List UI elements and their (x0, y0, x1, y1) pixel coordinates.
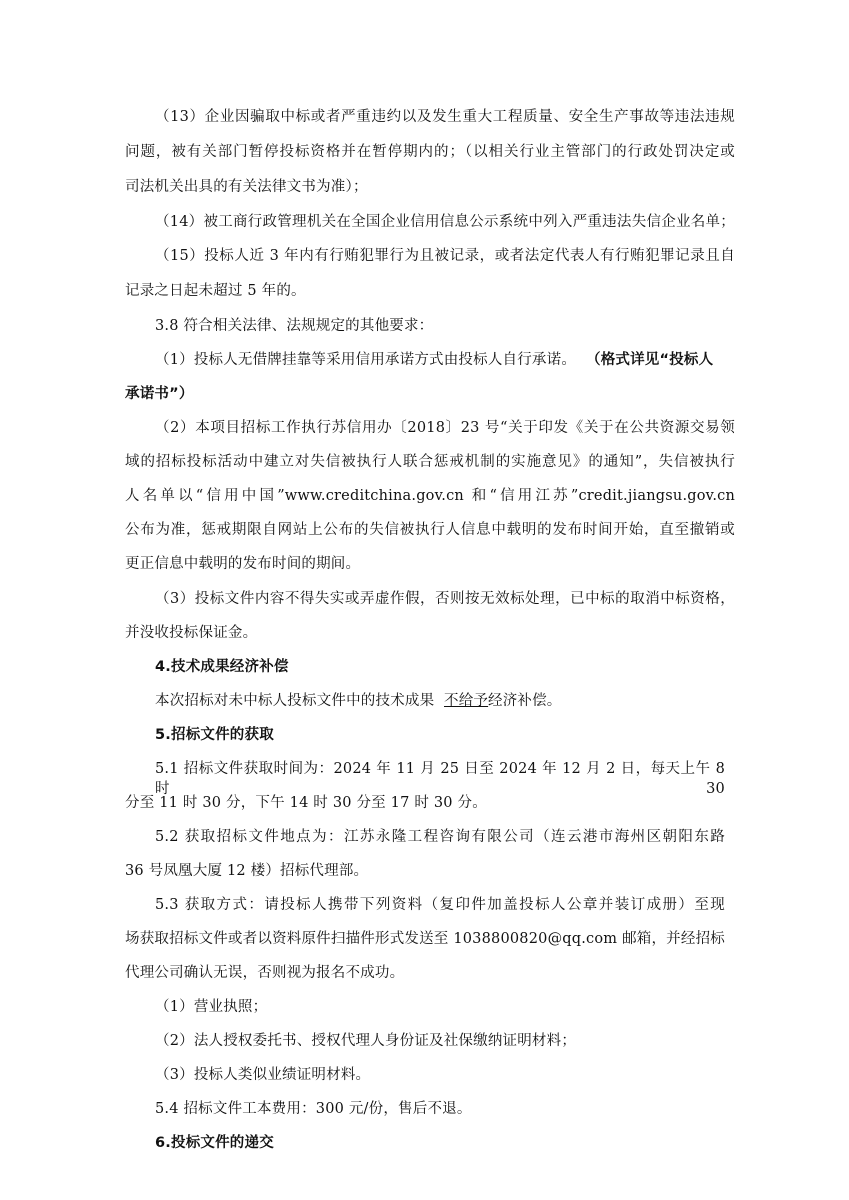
paragraph-line: 代理公司确认无误，否则视为报名不成功。 (125, 965, 405, 981)
section-heading: 6.投标文件的递交 (155, 1135, 274, 1151)
paragraph-line: 分至 11 时 30 分，下午 14 时 30 分至 17 时 30 分。 (125, 795, 487, 811)
paragraph-line: 更正信息中载明的发布时间的期间。 (125, 556, 361, 572)
bold-note: 承诺书”） (125, 386, 194, 402)
list-item: （3）投标人类似业绩证明材料。 (155, 1067, 371, 1083)
paragraph-line: 5.4 招标文件工本费用：300 元/份，售后不退。 (155, 1101, 472, 1117)
paragraph-line: （1）投标人无借牌挂靠等采用信用承诺方式由投标人自行承诺。 (155, 352, 577, 368)
paragraph-line: 经济补偿。 (488, 693, 562, 709)
paragraph-line: 36 号凤凰大厦 12 楼）招标代理部。 (125, 863, 369, 879)
list-item: （1）营业执照； (155, 999, 268, 1015)
paragraph-line: 5.2 获取招标文件地点为：江苏永隆工程咨询有限公司（连云港市海州区朝阳东路 (155, 829, 725, 845)
paragraph-line: 记录之日起未超过 5 年的。 (125, 283, 306, 299)
paragraph-line: （3）投标文件内容不得失实或弄虚作假，否则按无效标处理，已中标的取消中标资格， (155, 591, 735, 607)
paragraph-line: （2）本项目招标工作执行苏信用办〔2018〕23 号“关于印发《关于在公共资源交易领 (155, 420, 735, 436)
paragraph-line: 5.3 获取方式：请投标人携带下列资料（复印件加盖投标人公章并装订成册）至现 (155, 897, 725, 913)
bold-note: （格式详见“投标人 (586, 352, 714, 368)
paragraph-line: 场获取招标文件或者以资料原件扫描件形式发送至 1038800820@qq.com 邮箱，并经招标 (125, 931, 725, 947)
paragraph-line: 5.1 招标文件获取时间为：2024 年 11 月 25 日至 2024 年 12 月 2 日，每天上午 8 时 30 (155, 761, 725, 797)
paragraph-line: 并没收投标保证金。 (125, 625, 258, 641)
underlined-text: 不给予 (444, 693, 489, 709)
paragraph-line: 本次招标对未中标人投标文件中的技术成果 (155, 693, 435, 709)
paragraph-line: 人名单以“信用中国”www.creditchina.gov.cn 和“信用江苏”credit.jiangsu.gov.cn (125, 488, 735, 504)
section-heading: 4.技术成果经济补偿 (155, 659, 289, 675)
paragraph-line: 问题，被有关部门暂停投标资格并在暂停期内的；（以相关行业主管部门的行政处罚决定或 (125, 144, 735, 160)
paragraph-line: （15）投标人近 3 年内有行贿犯罪行为且被记录，或者法定代表人有行贿犯罪记录且自 (155, 248, 735, 264)
paragraph-line: 公布为准，惩戒期限自网站上公布的失信被执行人信息中载明的发布时间开始，直至撤销或 (125, 522, 735, 538)
paragraph-line: 域的招标投标活动中建立对失信被执行人联合惩戒机制的实施意见》的通知”，失信被执行 (125, 454, 735, 470)
paragraph-line: （13）企业因骗取中标或者严重违约以及发生重大工程质量、安全生产事故等违法违规 (155, 109, 735, 125)
paragraph-line: 司法机关出具的有关法律文书为准）； (125, 179, 368, 195)
section-line: 3.8 符合相关法律、法规规定的其他要求： (155, 318, 434, 334)
list-item: （2）法人授权委托书、授权代理人身份证及社保缴纳证明材料； (155, 1033, 577, 1049)
paragraph-line: （14）被工商行政管理机关在全国企业信用信息公示系统中列入严重违法失信企业名单； (155, 214, 735, 230)
section-heading: 5.招标文件的获取 (155, 727, 274, 743)
